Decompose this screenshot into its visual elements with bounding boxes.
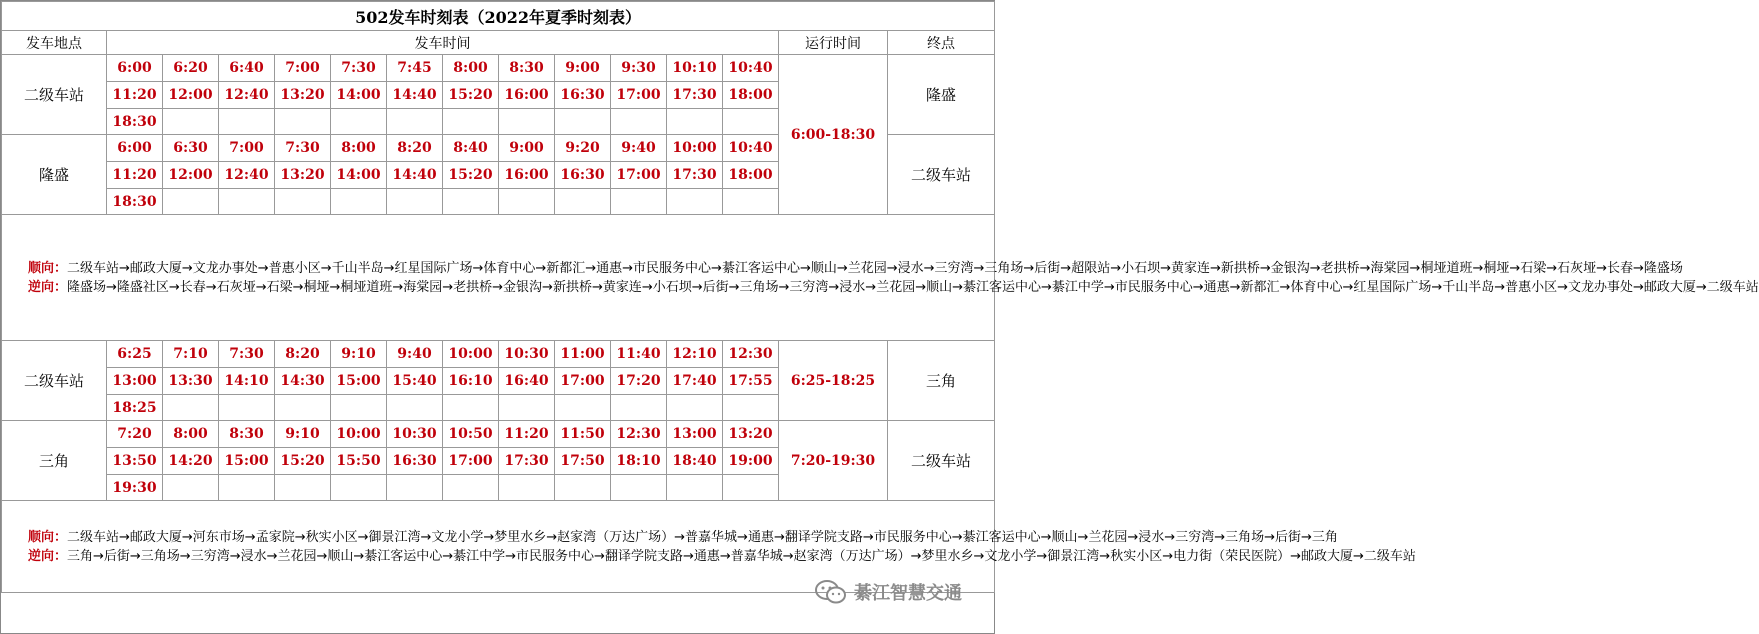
departure-time: 15:00 — [331, 368, 387, 395]
departure-time: 6:00 — [107, 55, 163, 82]
departure-time — [555, 395, 611, 421]
departure-time: 15:20 — [443, 82, 499, 109]
departure-time — [723, 109, 779, 135]
departure-time: 19:30 — [107, 475, 163, 501]
departure-time — [219, 395, 275, 421]
departure-time — [667, 109, 723, 135]
departure-time — [331, 189, 387, 215]
forward-route-label: 顺向： — [28, 260, 68, 276]
timetable-row — [2, 421, 995, 448]
departure-time — [387, 189, 443, 215]
forward-route — [2, 528, 1338, 547]
departure-time: 10:00 — [331, 421, 387, 448]
departure-time: 14:00 — [331, 162, 387, 189]
departure-time: 10:40 — [723, 55, 779, 82]
departure-time: 12:00 — [163, 82, 219, 109]
departure-time: 17:30 — [667, 162, 723, 189]
departure-time — [163, 109, 219, 135]
departure-time — [387, 395, 443, 421]
departure-time: 8:00 — [331, 135, 387, 162]
header-stop: 发车地点 — [2, 31, 107, 55]
departure-time: 7:30 — [219, 341, 275, 368]
departure-time — [443, 109, 499, 135]
departure-time: 8:00 — [163, 421, 219, 448]
departure-time: 16:00 — [499, 162, 555, 189]
departure-time: 6:40 — [219, 55, 275, 82]
departure-time — [667, 475, 723, 501]
departure-time: 10:40 — [723, 135, 779, 162]
forward-route-label: 顺向： — [28, 529, 68, 545]
departure-time — [499, 109, 555, 135]
departure-time — [331, 475, 387, 501]
station-name: 二级车站 — [2, 341, 107, 421]
departure-time: 16:30 — [555, 162, 611, 189]
forward-route — [2, 259, 1683, 278]
departure-time: 18:30 — [107, 109, 163, 135]
departure-time: 18:25 — [107, 395, 163, 421]
departure-time: 6:00 — [107, 135, 163, 162]
departure-time: 13:20 — [275, 82, 331, 109]
departure-time — [555, 189, 611, 215]
departure-time: 14:40 — [387, 162, 443, 189]
departure-time: 12:10 — [667, 341, 723, 368]
departure-time — [219, 109, 275, 135]
departure-time — [611, 395, 667, 421]
departure-time: 16:40 — [499, 368, 555, 395]
departure-time: 14:00 — [331, 82, 387, 109]
watermark-text: 綦江智慧交通 — [854, 583, 962, 604]
departure-time: 18:00 — [723, 162, 779, 189]
departure-time: 16:10 — [443, 368, 499, 395]
station-name: 二级车站 — [2, 55, 107, 135]
departure-time: 14:10 — [219, 368, 275, 395]
departure-time: 8:40 — [443, 135, 499, 162]
departure-time — [275, 189, 331, 215]
departure-time: 7:45 — [387, 55, 443, 82]
running-time: 6:00-18:30 — [779, 55, 888, 215]
departure-time: 13:20 — [723, 421, 779, 448]
departure-time: 17:20 — [611, 368, 667, 395]
departure-time: 17:00 — [555, 368, 611, 395]
departure-time: 11:20 — [499, 421, 555, 448]
departure-time: 8:20 — [387, 135, 443, 162]
departure-time — [331, 395, 387, 421]
departure-time: 10:30 — [387, 421, 443, 448]
timetable-row — [2, 55, 995, 82]
departure-time: 12:00 — [163, 162, 219, 189]
departure-time: 16:00 — [499, 82, 555, 109]
departure-time: 17:00 — [611, 162, 667, 189]
departure-time: 10:00 — [443, 341, 499, 368]
departure-time: 8:00 — [443, 55, 499, 82]
departure-time: 17:00 — [443, 448, 499, 475]
departure-time — [443, 475, 499, 501]
departure-time — [387, 475, 443, 501]
departure-time: 12:30 — [723, 341, 779, 368]
departure-time: 7:10 — [163, 341, 219, 368]
departure-time: 11:00 — [555, 341, 611, 368]
departure-time: 11:20 — [107, 82, 163, 109]
departure-time: 15:20 — [443, 162, 499, 189]
terminal-name: 二级车站 — [888, 421, 995, 501]
reverse-route-stops: 隆盛场→隆盛社区→长春→石灰垭→石梁→桐垭→桐垭道班→海棠园→老拱桥→金银沟→新拱桥→黄家连→小石坝→后街→三角场→三穷湾→浸水→兰花园→顺山→綦江客运中心→綦江中学→市民服务中心→通惠→新都汇→体育中心→红星国际广场→千山半岛→普惠小区→文龙办事处→邮政大厦→二级车站 — [67, 279, 1759, 295]
forward-route-stops: 二级车站→邮政大厦→河东市场→孟家院→秋实小区→御景江湾→文龙小学→梦里水乡→赵家湾（万达广场）→普嘉华城→通惠→翻译学院支路→市民服务中心→綦江客运中心→顺山→兰花园→浸水→三穷湾→三角场→后街→三角 — [67, 529, 1338, 545]
departure-time — [499, 475, 555, 501]
departure-time: 7:00 — [275, 55, 331, 82]
terminal-name: 二级车站 — [888, 135, 995, 215]
reverse-route — [2, 547, 1416, 566]
forward-route-stops: 二级车站→邮政大厦→文龙办事处→普惠小区→千山半岛→红星国际广场→体育中心→新都汇→通惠→市民服务中心→綦江客运中心→顺山→兰花园→浸水→三穷湾→三角场→后街→超限站→小石坝→黄家连→新拱桥→金银沟→老拱桥→海棠园→桐垭道班→桐垭→石梁→石灰垭→长春→隆盛场 — [67, 260, 1683, 276]
departure-time — [499, 395, 555, 421]
departure-time: 6:20 — [163, 55, 219, 82]
departure-time: 12:40 — [219, 162, 275, 189]
departure-time — [611, 189, 667, 215]
departure-time — [219, 189, 275, 215]
departure-time — [611, 475, 667, 501]
departure-time: 17:00 — [611, 82, 667, 109]
route-description — [2, 215, 1759, 341]
departure-time: 14:30 — [275, 368, 331, 395]
departure-time: 17:50 — [555, 448, 611, 475]
departure-time — [275, 109, 331, 135]
departure-time — [275, 475, 331, 501]
departure-time: 13:00 — [107, 368, 163, 395]
departure-time: 6:30 — [163, 135, 219, 162]
reverse-route — [2, 278, 1759, 297]
departure-time: 7:00 — [219, 135, 275, 162]
departure-time: 11:20 — [107, 162, 163, 189]
departure-time — [499, 189, 555, 215]
timetable — [1, 1, 1759, 593]
departure-time: 8:30 — [499, 55, 555, 82]
departure-time: 18:40 — [667, 448, 723, 475]
departure-time: 7:20 — [107, 421, 163, 448]
departure-time: 9:10 — [331, 341, 387, 368]
departure-time: 8:30 — [219, 421, 275, 448]
departure-time — [163, 395, 219, 421]
departure-time: 13:00 — [667, 421, 723, 448]
departure-time: 15:00 — [219, 448, 275, 475]
departure-time: 16:30 — [555, 82, 611, 109]
departure-time: 7:30 — [331, 55, 387, 82]
departure-time: 10:00 — [667, 135, 723, 162]
departure-time: 11:50 — [555, 421, 611, 448]
departure-time: 6:25 — [107, 341, 163, 368]
watermark — [814, 579, 962, 605]
departure-time: 11:40 — [611, 341, 667, 368]
departure-time — [331, 109, 387, 135]
station-name: 隆盛 — [2, 135, 107, 215]
departure-time: 15:40 — [387, 368, 443, 395]
departure-time — [443, 395, 499, 421]
departure-time: 17:55 — [723, 368, 779, 395]
departure-time: 14:40 — [387, 82, 443, 109]
departure-time — [387, 109, 443, 135]
reverse-route-stops: 三角→后街→三角场→三穷湾→浸水→兰花园→顺山→綦江客运中心→綦江中学→市民服务中心→翻译学院支路→通惠→普嘉华城→赵家湾（万达广场）→梦里水乡→文龙小学→御景江湾→秋实小区→电力街（荣民医院）→邮政大厦→二级车站 — [67, 548, 1416, 564]
departure-time — [443, 189, 499, 215]
departure-time: 9:10 — [275, 421, 331, 448]
departure-time: 18:10 — [611, 448, 667, 475]
running-time: 6:25-18:25 — [779, 341, 888, 421]
departure-time: 13:30 — [163, 368, 219, 395]
departure-time: 19:00 — [723, 448, 779, 475]
departure-time: 13:20 — [275, 162, 331, 189]
departure-time: 12:40 — [219, 82, 275, 109]
running-time: 7:20-19:30 — [779, 421, 888, 501]
header-times: 发车时间 — [107, 31, 779, 55]
header-terminal: 终点 — [888, 31, 995, 55]
reverse-route-label: 逆向： — [28, 548, 68, 564]
departure-time: 12:30 — [611, 421, 667, 448]
departure-time: 17:40 — [667, 368, 723, 395]
departure-time: 7:30 — [275, 135, 331, 162]
departure-time: 13:50 — [107, 448, 163, 475]
departure-time — [163, 189, 219, 215]
page-title: 502发车时刻表（2022年夏季时刻表） — [2, 2, 995, 31]
departure-time — [275, 395, 331, 421]
departure-time: 18:00 — [723, 82, 779, 109]
departure-time: 10:50 — [443, 421, 499, 448]
departure-time: 17:30 — [667, 82, 723, 109]
departure-time: 17:30 — [499, 448, 555, 475]
reverse-route-label: 逆向： — [28, 279, 68, 295]
departure-time: 15:20 — [275, 448, 331, 475]
departure-time — [611, 109, 667, 135]
departure-time — [723, 475, 779, 501]
departure-time — [723, 189, 779, 215]
departure-time: 9:20 — [555, 135, 611, 162]
departure-time: 9:00 — [499, 135, 555, 162]
timetable-row — [2, 341, 995, 368]
departure-time: 10:30 — [499, 341, 555, 368]
departure-time — [555, 109, 611, 135]
header-running: 运行时间 — [779, 31, 888, 55]
departure-time — [219, 475, 275, 501]
departure-time: 9:40 — [611, 135, 667, 162]
departure-time — [667, 189, 723, 215]
departure-time: 9:00 — [555, 55, 611, 82]
departure-time: 8:20 — [275, 341, 331, 368]
departure-time: 16:30 — [387, 448, 443, 475]
wechat-logo-icon — [814, 579, 848, 605]
station-name: 三角 — [2, 421, 107, 501]
departure-time — [667, 395, 723, 421]
terminal-name: 三角 — [888, 341, 995, 421]
departure-time: 18:30 — [107, 189, 163, 215]
departure-time — [555, 475, 611, 501]
departure-time — [723, 395, 779, 421]
departure-time: 9:30 — [611, 55, 667, 82]
departure-time — [163, 475, 219, 501]
departure-time: 14:20 — [163, 448, 219, 475]
departure-time: 10:10 — [667, 55, 723, 82]
departure-time: 15:50 — [331, 448, 387, 475]
terminal-name: 隆盛 — [888, 55, 995, 135]
departure-time: 9:40 — [387, 341, 443, 368]
